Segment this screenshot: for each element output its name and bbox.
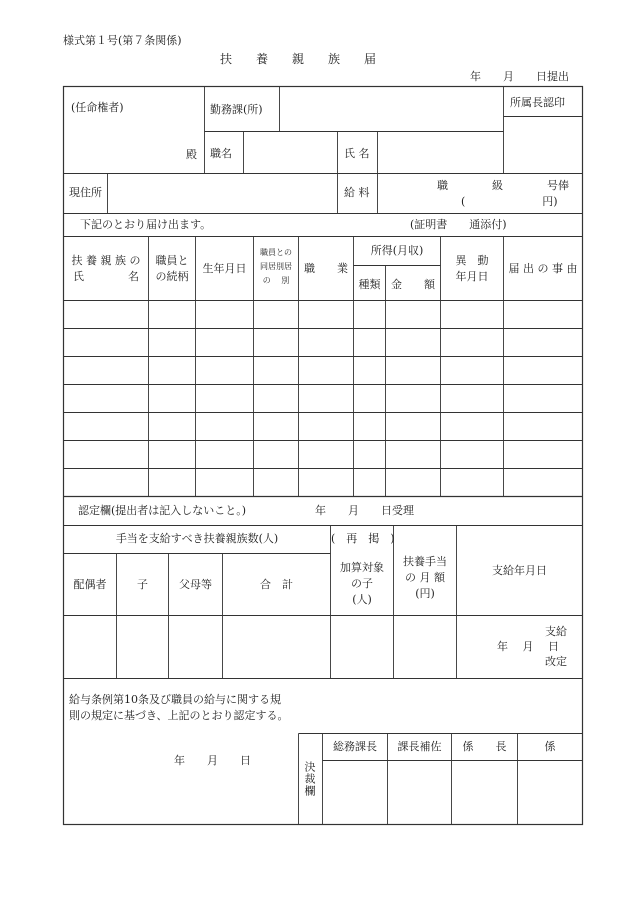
col-relation-l2: の続柄 bbox=[155, 270, 189, 283]
spouse-label: 配偶者 bbox=[73, 578, 107, 591]
payment-date-label: 支給年月日 bbox=[492, 564, 547, 577]
col-occupation: 職 業 bbox=[304, 262, 348, 275]
name-label: 氏 名 bbox=[344, 147, 370, 160]
pay-revise-label: 改定 bbox=[545, 655, 567, 668]
table-row[interactable] bbox=[64, 357, 582, 384]
dependents-count-label: 手当を支給すべき扶養親族数(人) bbox=[115, 532, 279, 545]
form-title: 扶 養 親 族 届 bbox=[220, 52, 377, 66]
appointing-authority-label: (任命権者) bbox=[71, 101, 124, 114]
col-cohab-l2: 同居別居 bbox=[260, 262, 292, 271]
pay-start-label: 支給 bbox=[545, 625, 567, 638]
col-cohab-l3: の 別 bbox=[262, 276, 290, 285]
director-seal-label: 所属長認印 bbox=[510, 96, 565, 109]
col-change-l1: 異 動 bbox=[455, 254, 489, 267]
allowance-l1: 扶養手当 bbox=[403, 555, 447, 568]
col-income-amount: 金 額 bbox=[391, 278, 435, 291]
certificate-text: (証明書 通添付) bbox=[410, 218, 507, 231]
col-relation-l1: 職員と bbox=[155, 254, 189, 267]
table-row[interactable] bbox=[64, 329, 582, 356]
position-label: 職名 bbox=[210, 147, 232, 160]
table-row[interactable] bbox=[64, 441, 582, 468]
notice-text: 下記のとおり届け出ます。 bbox=[80, 218, 212, 231]
col-cohab-l1: 職員との bbox=[260, 248, 292, 257]
salary-grade: 職 級 号俸 bbox=[437, 179, 569, 192]
additional-child-l1: 加算対象 bbox=[340, 561, 384, 574]
certification-l1: 給与条例第10条及び職員の給与に関する規 bbox=[69, 693, 281, 706]
approval-label: 認定欄(提出者は記入しないこと。) bbox=[78, 504, 247, 517]
approver-general-affairs: 総務課長 bbox=[333, 740, 377, 753]
table-row[interactable] bbox=[64, 301, 582, 328]
total-label: 合 計 bbox=[260, 578, 293, 591]
certification-date: 年 月 日 bbox=[174, 754, 251, 767]
submission-date: 年 月 日提出 bbox=[470, 70, 569, 83]
col-name-l1: 扶 養 親 族 の bbox=[71, 254, 141, 267]
dono-label: 殿 bbox=[186, 148, 197, 161]
col-reason: 届 出 の 事 由 bbox=[508, 262, 578, 275]
col-name-l2: 氏 名 bbox=[73, 270, 139, 283]
approver-deputy: 課長補佐 bbox=[397, 740, 442, 753]
certification-l2: 則の規定に基づき、上記のとおり認定する。 bbox=[69, 709, 289, 722]
table-row[interactable] bbox=[64, 469, 582, 496]
allowance-l3: (円) bbox=[415, 587, 435, 600]
col-change-l2: 年月日 bbox=[455, 270, 489, 283]
pay-day: 日 bbox=[548, 640, 559, 653]
approver-chief: 係 長 bbox=[462, 740, 507, 753]
allowance-l2: の 月 額 bbox=[405, 571, 445, 584]
child-label: 子 bbox=[137, 578, 148, 591]
receipt-date: 年 月 日受理 bbox=[315, 504, 414, 517]
address-label: 現住所 bbox=[69, 186, 102, 199]
parents-label: 父母等 bbox=[179, 578, 212, 591]
table-row[interactable] bbox=[64, 385, 582, 412]
table-row[interactable] bbox=[64, 413, 582, 440]
col-income: 所得(月収) bbox=[370, 244, 424, 257]
salary-label: 給 料 bbox=[344, 186, 370, 199]
col-income-type: 種類 bbox=[358, 278, 381, 291]
decision-column-label: 決裁欄 bbox=[303, 761, 316, 797]
salary-yen: ( 円) bbox=[461, 195, 558, 208]
col-birth: 生年月日 bbox=[202, 262, 247, 275]
additional-child-l2: の子 bbox=[351, 577, 373, 590]
approver-staff: 係 bbox=[544, 740, 556, 753]
repost-label: ( 再 掲 ) bbox=[331, 532, 395, 545]
form-number: 様式第１号(第７条関係) bbox=[63, 34, 182, 47]
additional-child-l3: (人) bbox=[352, 593, 372, 606]
pay-year-month: 年 月 bbox=[497, 640, 534, 653]
department-label: 勤務課(所) bbox=[210, 103, 263, 116]
